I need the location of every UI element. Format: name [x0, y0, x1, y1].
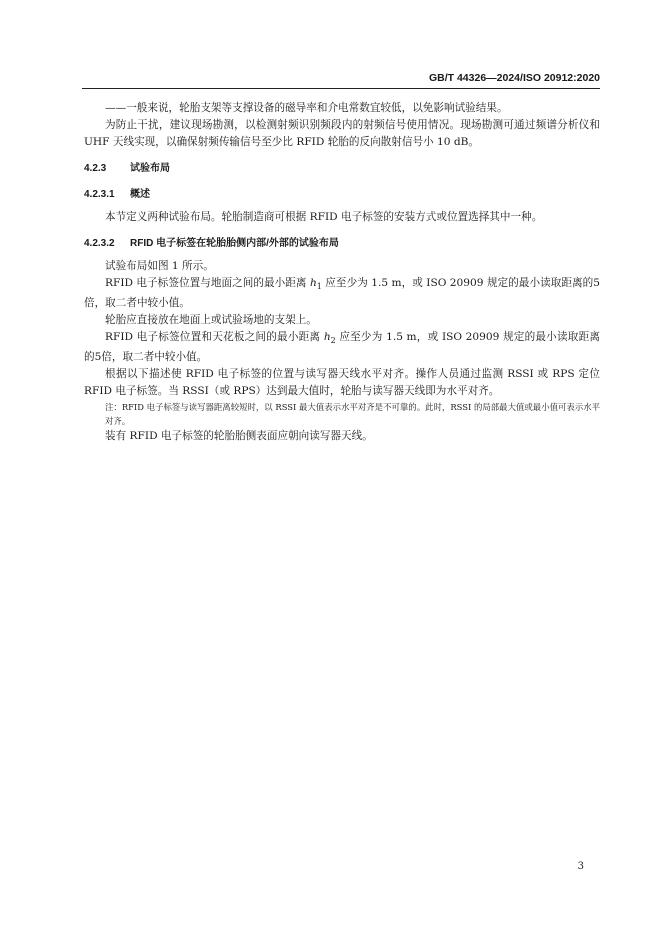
paragraph-ceiling-distance: RFID 电子标签位置和天花板之间的最小距离 $h_2$ 应至少为 1.5 m，或 ISO 20909 规定的最小读取距离的5倍，取二者中较小值。: [84, 331, 600, 364]
heading-title: 概述: [130, 189, 150, 200]
variable-h: h: [323, 331, 331, 344]
variable-h: h: [309, 277, 317, 289]
heading-title: 试验布局: [130, 163, 170, 174]
heading-number: 4.2.3.2: [84, 238, 115, 249]
paragraph-layout-figure: 试验布局如图 1 所示。: [105, 260, 214, 272]
variable-subscript: 1: [316, 282, 322, 292]
paragraph-ground-distance: RFID 电子标签位置与地面之间的最小距离 $h_1$ 应至少为 1.5 m，或 ISO 20909 规定的最小读取距离的5倍，取二者中较小值。: [84, 277, 600, 310]
heading-number: 4.2.3: [84, 163, 107, 174]
paragraph-interference: 为防止干扰，建议现场勘测，以检测射频识别频段内的射频信号使用情况。现场勘测可通过频谱分析仪和UHF 天线实现，以确保射频传输信号至少比 RFID 轮胎的反向散射信号小 10 dB。: [84, 119, 600, 148]
heading-4-2-3: [84, 157, 600, 183]
heading-title: RFID 电子标签在轮胎胎侧内部/外部的试验布局: [130, 238, 339, 249]
variable-subscript: 2: [330, 336, 336, 346]
paragraph-alignment: 根据以下描述使 RFID 电子标签的位置与读写器天线水平对齐。操作人员通过监测 RSSI 或 RPS 定位 RFID 电子标签。当 RSSI（或 RPS）达到最大值时，轮胎与读写器天线即为水平对齐。: [84, 368, 600, 398]
note-label: 注：: [105, 402, 122, 413]
heading-4-2-3-2: [84, 232, 600, 258]
page-number: 3: [577, 861, 584, 872]
paragraph-sidewall-orientation: 装有 RFID 电子标签的轮胎胎侧表面应朝向读写器天线。: [105, 430, 373, 443]
paragraph-tyre-placement: 轮胎应直接放在地面上或试验场地的支架上。: [105, 314, 317, 327]
heading-4-2-3-1: [84, 183, 600, 209]
paragraph-overview: 本节定义两种试验布局。轮胎制造商可根据 RFID 电子标签的安装方式或位置选择其中一种。: [105, 211, 543, 223]
note-text: RFID 电子标签与读写器距离较短时，以 RSSI 最大值表示水平对齐是不可靠的。此时，RSSI 的局部最大值或最小值可表示水平对齐。: [105, 402, 600, 427]
note: [84, 400, 600, 428]
heading-number: 4.2.3.1: [84, 189, 115, 200]
document-body: [84, 100, 600, 445]
standard-code-header: GB/T 44326—2024/ISO 20912:2020: [428, 72, 600, 84]
header-rule: [82, 88, 600, 89]
paragraph-dash-item: ——一般来说，轮胎支架等支撑设备的磁导率和介电常数宜较低，以免影响试验结果。: [105, 102, 508, 114]
